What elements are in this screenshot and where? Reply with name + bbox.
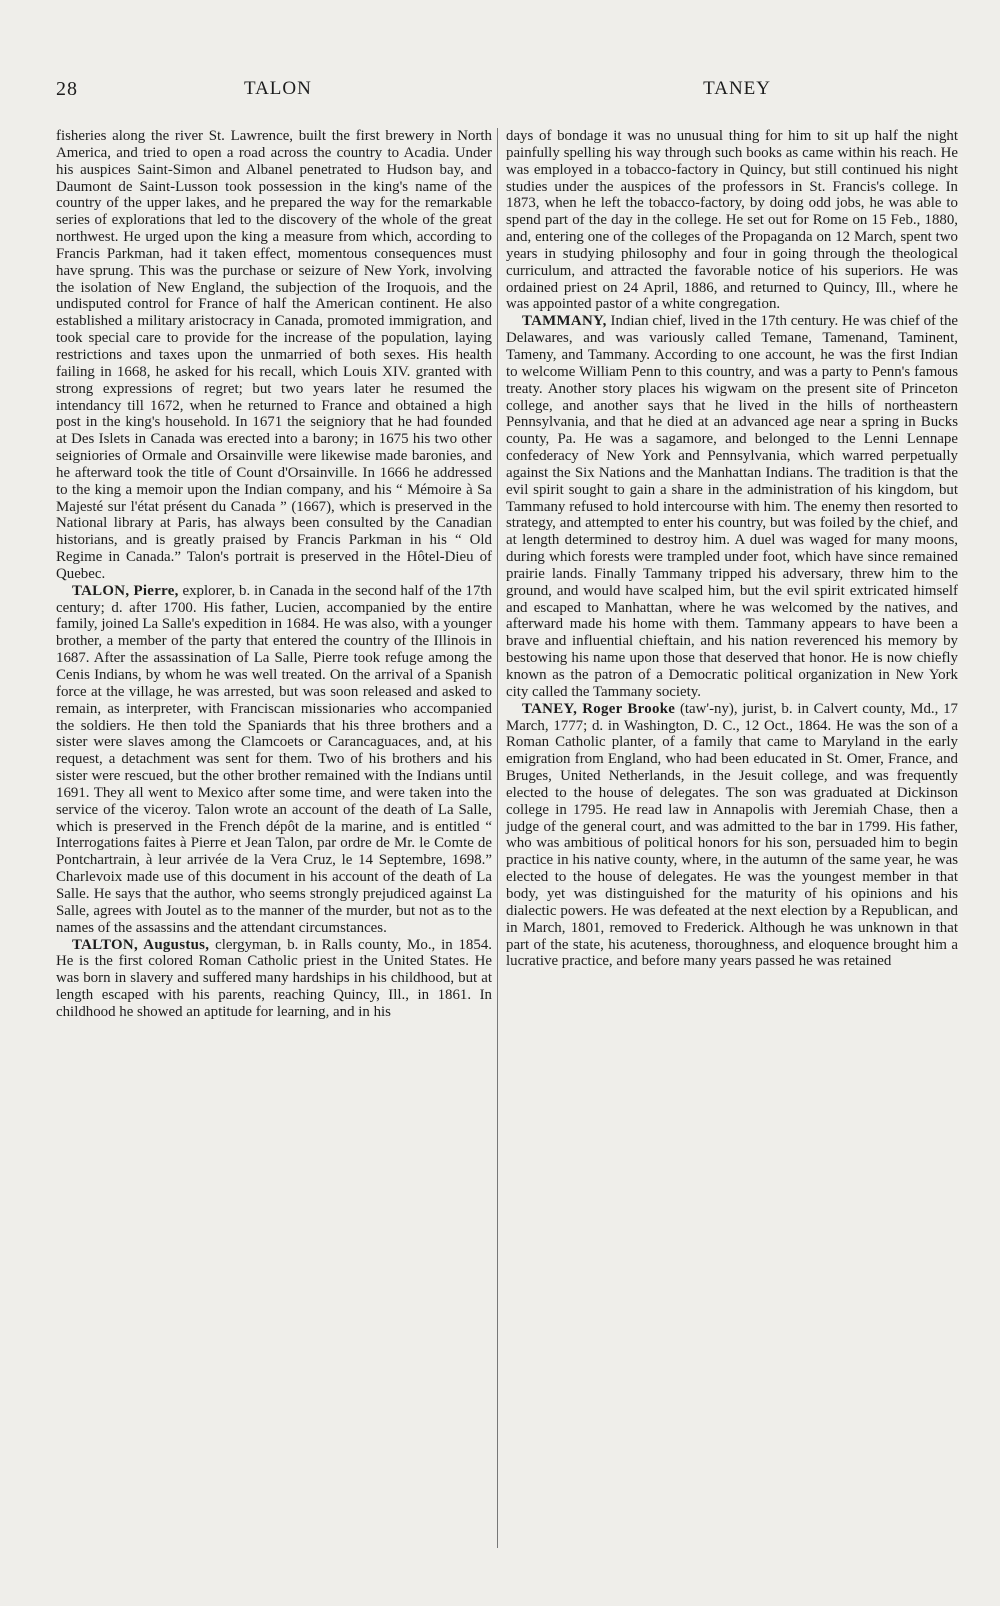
page-number: 28 [56,78,78,100]
page-header [56,78,976,106]
talton-continuation-paragraph: days of bondage it was no unusual thing for him to sit up half the night painfully spelling his way through such books as came within his reach. He was employed in a tobacco-factory in Quincy, but still continued his night studies under the auspices of the professors in St. Francis's college. In 1873, when he left the tobacco-factory, by doing odd jobs, he was able to spend part of the day in the college. He set out for Rome on 15 Feb., 1880, and, entering one of the colleges of the Propaganda on 12 March, spent two years in studying philosophy and four in going through the theological curriculum, and attracted the favorable notice of his superiors. He was ordained priest on 24 April, 1886, and returned to Quincy, Ill., where he was appointed pastor of a white congregation. [506,128,958,313]
left-column [56,128,492,1021]
running-head-right: TANEY [703,78,771,99]
column-divider [497,128,498,1548]
entry-heading-taney-roger-brooke: TANEY, Roger Brooke [522,700,676,717]
running-head-left: TALON [244,78,312,99]
entry-heading-talon-pierre: TALON, Pierre, [72,582,179,599]
entry-text-talon-pierre: explorer, b. in Canada in the second half of the 17th century; d. after 1700. His father, Lucien, accompanied by the entire family, joined La Salle's expedition in 1684. He was also, with a younger brother, a member of the party that entered the country of the Illinois in 1687. After the assassination of La Salle, Pierre took refuge among the Cenis Indians, by whom he was well treated. On the arrival of a Spanish force at the village, he was arrested, but was soon released and asked to remain, as interpreter, with Franciscan missionaries who accompanied the soldiers. He then told the Spaniards that his three brothers and a sister were slaves among the Clamcoets or Carancaguaces, and, at his request, a detachment was sent for them. Two of his brothers and his sister were rescued, but the other brother remained with the Indians until 1691. They all went to Mexico after some time, and were taken into the service of the viceroy. Talon wrote an account of the death of La Salle, which is preserved in the French dépôt de la marine, and is entitled “ Interrogations faites à Pierre et Jean Talon, par ordre de Mr. le Comte de Pontchartrain, à leur arrivée de la Vera Cruz, le 14 Septembre, 1698.” Charlevoix made use of this document in his account of the death of La Salle. He says that the author, who seems strongly prejudiced against La Salle, agrees with Joutel as to the manner of the murder, but not as to the names of the assassins and the attendant circumstances. [56,582,492,936]
entry-heading-tammany: TAMMANY, [522,313,607,330]
entry-heading-talton-augustus: TALTON, Augustus, [72,936,210,953]
entry-taney-roger-brooke [506,701,958,971]
entry-text-taney-roger-brooke: (taw'-ny), jurist, b. in Calvert county, Md., 17 March, 1777; d. in Washington, D. C., 12 Oct., 1864. He was the son of a Roman Catholic planter, of a family that came to Maryland in the early emigration from England, who had been educated in St. Omer, France, and Bruges, United Netherlands, in the Jesuit college, and was frequently elected to the house of delegates. The son was graduated at Dickinson college in 1795. He read law in Annapolis with Jeremiah Chase, then a judge of the general court, and was admitted to the bar in 1799. His father, who was ambitious of political honors for his son, persuaded him to begin practice in his native county, where, in the autumn of the same year, he was elected to the house of delegates. He was the youngest member in that body, yet was distinguished for the maturity of his opinions and his dialectic powers. He was defeated at the next election by a Republican, and in March, 1801, removed to Frederick. Although he was unknown in that part of the state, his acuteness, thoroughness, and eloquence brought him a lucrative practice, and before many years passed he was retained [506,700,958,970]
right-column [506,128,958,970]
entry-talton-augustus [56,937,492,1021]
entry-tammany [506,313,958,700]
entry-text-talton-augustus: clergyman, b. in Ralls county, Mo., in 1854. He is the first colored Roman Catholic priest in the United States. He was born in slavery and suffered many hardships in his childhood, but at length escaped with his parents, reaching Quincy, Ill., in 1861. In childhood he showed an aptitude for learning, and in his [56,936,492,1020]
entry-talon-pierre [56,583,492,937]
entry-text-tammany: Indian chief, lived in the 17th century. He was chief of the Delawares, and was variously called Temane, Tamenand, Taminent, Tameny, and Tammany. According to one account, he was the first Indian to welcome William Penn to this country, and was a party to Penn's famous treaty. Another story places his wigwam on the present site of Princeton college, and another says that he lived in the hills of northeastern Pennsylvania, and that he died at an advanced age near a spring in Bucks county, Pa. He was a sagamore, and belonged to the Lenni Lennape confederacy of New York and Pennsylvania, which warred perpetually against the Six Nations and the Manhattan Indians. The tradition is that the evil spirit sought to gain a share in the administration of his kingdom, but Tammany refused to hold intercourse with him. The enemy then resorted to strategy, and attempted to enter his country, but was foiled by the chief, and at length determined to destroy him. A duel was waged for many moons, during which forests were trampled under foot, which have since remained prairie lands. Finally Tammany tripped his adversary, threw him to the ground, and would have scalped him, but the evil spirit extricated himself and escaped to Manhattan, where he was welcomed by the natives, and afterward made his home with them. Tammany appears to have been a brave and influential chieftain, and his nation reverenced his memory by bestowing his name upon those that deserved that honor. He is now chiefly known as the patron of a Democratic political organization in New York city called the Tammany society. [506,313,958,700]
talon-continuation-paragraph: fisheries along the river St. Lawrence, built the first brewery in North America, and tried to open a road across the country to Acadia. Under his auspices Saint-Simon and Albanel penetrated to Hudson bay, and Daumont de Saint-Lusson took possession in the king's name of the country of the upper lakes, and he prepared the way for the remarkable series of explorations that led to the discovery of the whole of the great northwest. He urged upon the king a measure from which, according to Francis Parkman, had it taken effect, momentous consequences must have sprung. This was the purchase or seizure of New York, involving the isolation of New England, the subjection of the Iroquois, and the undisputed control for France of half the American continent. He also established a military aristocracy in Canada, promoted immigration, and took special care to provide for the increase of the population, laying restrictions and taxes upon the unmarried of both sexes. His health failing in 1668, he asked for his recall, which Louis XIV. granted with strong expressions of regret; but two years later he resumed the intendancy till 1672, when he returned to France and obtained a high post in the king's household. In 1671 the seigniory that he had founded at Des Islets in Canada was erected into a barony; in 1675 his two other seigniories of Ormale and Orsainville were likewise made baronies, and he afterward took the title of Count d'Orsainville. In 1666 he addressed to the king a memoir upon the Indian company, and his “ Mémoire à Sa Majesté sur l'état présent du Canada ” (1667), which is preserved in the National library at Paris, has always been consulted by the Canadian historians, and is greatly praised by Francis Parkman in his “ Old Regime in Canada.” Talon's portrait is preserved in the Hôtel-Dieu of Quebec. [56,128,492,582]
